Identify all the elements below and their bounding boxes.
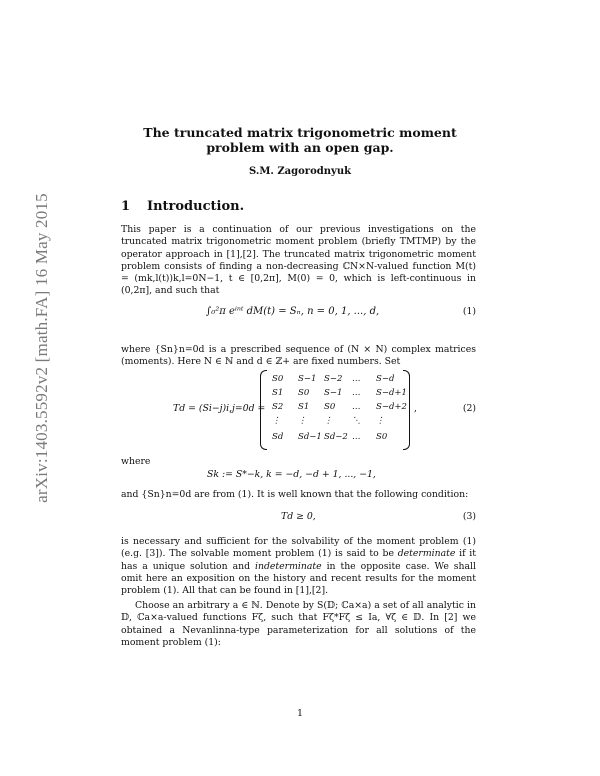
equation-sk — [121, 469, 476, 481]
matrix-cell: S−d+2 — [376, 402, 407, 412]
paragraph-5: Choose an arbitrary a ∈ ℕ. Denote by S(𝔻; ℂa×a) a set of all analytic in 𝔻, ℂa×a-valued functions Fζ, such that Fζ*Fζ ≤ Ia, ∀ζ ∈ 𝔻. In [2] we obtained a Nevanlinna-type parameterization for all solutions of the moment problem (1): — [121, 600, 476, 648]
matrix-cell: Sd−2 — [324, 432, 348, 442]
matrix-cell: Sd — [272, 432, 284, 442]
section-heading — [121, 199, 244, 214]
matrix-cell: ⋮ — [298, 416, 307, 426]
where-label: where — [121, 456, 151, 467]
paragraph-1: This paper is a continuation of our previous investigations on the truncated matrix trigonometric moment problem (briefly TMTMP) by the operator approach in [1],[2]. The truncated matrix trigonometric moment problem consists of finding a non-decreasing ℂN×N-valued function M(t) = (mk,l(t))k,l=0N−1, t ∈ [0,2π], M(0) = 0, which is left-continuous in (0,2π], and such that — [121, 224, 476, 297]
matrix-cell: S1 — [298, 402, 310, 412]
equation-sk-body: Sk := S*−k, k = −d, −d + 1, ..., −1, — [207, 469, 376, 480]
equation-2-lhs: Td = (Si−j)i,j=0d = — [173, 403, 266, 414]
arxiv-stamp: arXiv:1403.5592v2 [math.FA] 16 May 2015 — [32, 193, 51, 503]
matrix-cell: … — [352, 374, 361, 384]
matrix-cell: S0 — [324, 402, 336, 412]
paragraph-2: where {Sn}n=0d is a prescribed sequence of (N × N) complex matrices (moments). Here N ∈ ℕ and d ∈ ℤ+ are fixed numbers. Set — [121, 344, 476, 368]
equation-2-number: (2) — [462, 403, 476, 414]
matrix-cell: S1 — [272, 388, 284, 398]
paragraph-3: and {Sn}n=0d are from (1). It is well known that the following condition: — [121, 489, 469, 500]
matrix-cell: S2 — [272, 402, 284, 412]
matrix-cell: ⋮ — [324, 416, 333, 426]
matrix-cell: S−2 — [324, 374, 343, 384]
p4-part-a: is necessary and sufficient for the solvability of the moment problem (1) (e.g. [3]). The solvable moment problem (1) is said to be — [121, 536, 476, 560]
matrix-cell: S−1 — [298, 374, 317, 384]
matrix-cell: S0 — [298, 388, 310, 398]
title-line-1: The truncated matrix trigonometric moment — [143, 125, 457, 140]
toeplitz-matrix — [260, 370, 410, 448]
matrix-cell: S0 — [272, 374, 284, 384]
section-number: 1 — [121, 199, 131, 214]
matrix-cell: S−d — [376, 374, 395, 384]
equation-3-number: (3) — [462, 511, 476, 522]
equation-1 — [121, 306, 476, 320]
equation-1-number: (1) — [462, 306, 476, 317]
author: S.M. Zagorodnyuk — [248, 166, 352, 177]
matrix-cell: ⋮ — [272, 416, 281, 426]
paragraph-4 — [121, 536, 476, 597]
matrix-left-bracket — [260, 370, 267, 450]
matrix-cell: ⋱ — [352, 416, 361, 426]
matrix-cell: … — [352, 432, 361, 442]
p4-part-b: if it has a unique solution and — [121, 548, 476, 572]
paper-title — [100, 125, 500, 155]
matrix-cell: … — [352, 388, 361, 398]
matrix-cell: ⋮ — [376, 416, 385, 426]
equation-2-trail: , — [414, 403, 417, 414]
section-title: Introduction. — [147, 199, 245, 214]
p4-part-c: in the opposite case. We shall omit here an exposition on the history and recent results for the moment problem (1). All that can be found in [1],[2]. — [121, 560, 476, 597]
matrix-cell: … — [352, 402, 361, 412]
matrix-cell: Sd−1 — [298, 432, 322, 442]
equation-3-body: Td ≥ 0, — [281, 511, 316, 522]
equation-1-body: ∫₀²π eⁱⁿᵗ dM(t) = Sₙ, n = 0, 1, ..., d, — [206, 306, 380, 317]
title-line-2: problem with an open gap. — [206, 140, 394, 155]
equation-3 — [121, 511, 476, 523]
matrix-cell: S−1 — [324, 388, 343, 398]
matrix-cell: S−d+1 — [376, 388, 407, 398]
page-number: 1 — [296, 708, 304, 719]
term-determinate: determinate — [397, 548, 456, 560]
matrix-cell: S0 — [376, 432, 388, 442]
term-indeterminate: indeterminate — [254, 560, 322, 572]
